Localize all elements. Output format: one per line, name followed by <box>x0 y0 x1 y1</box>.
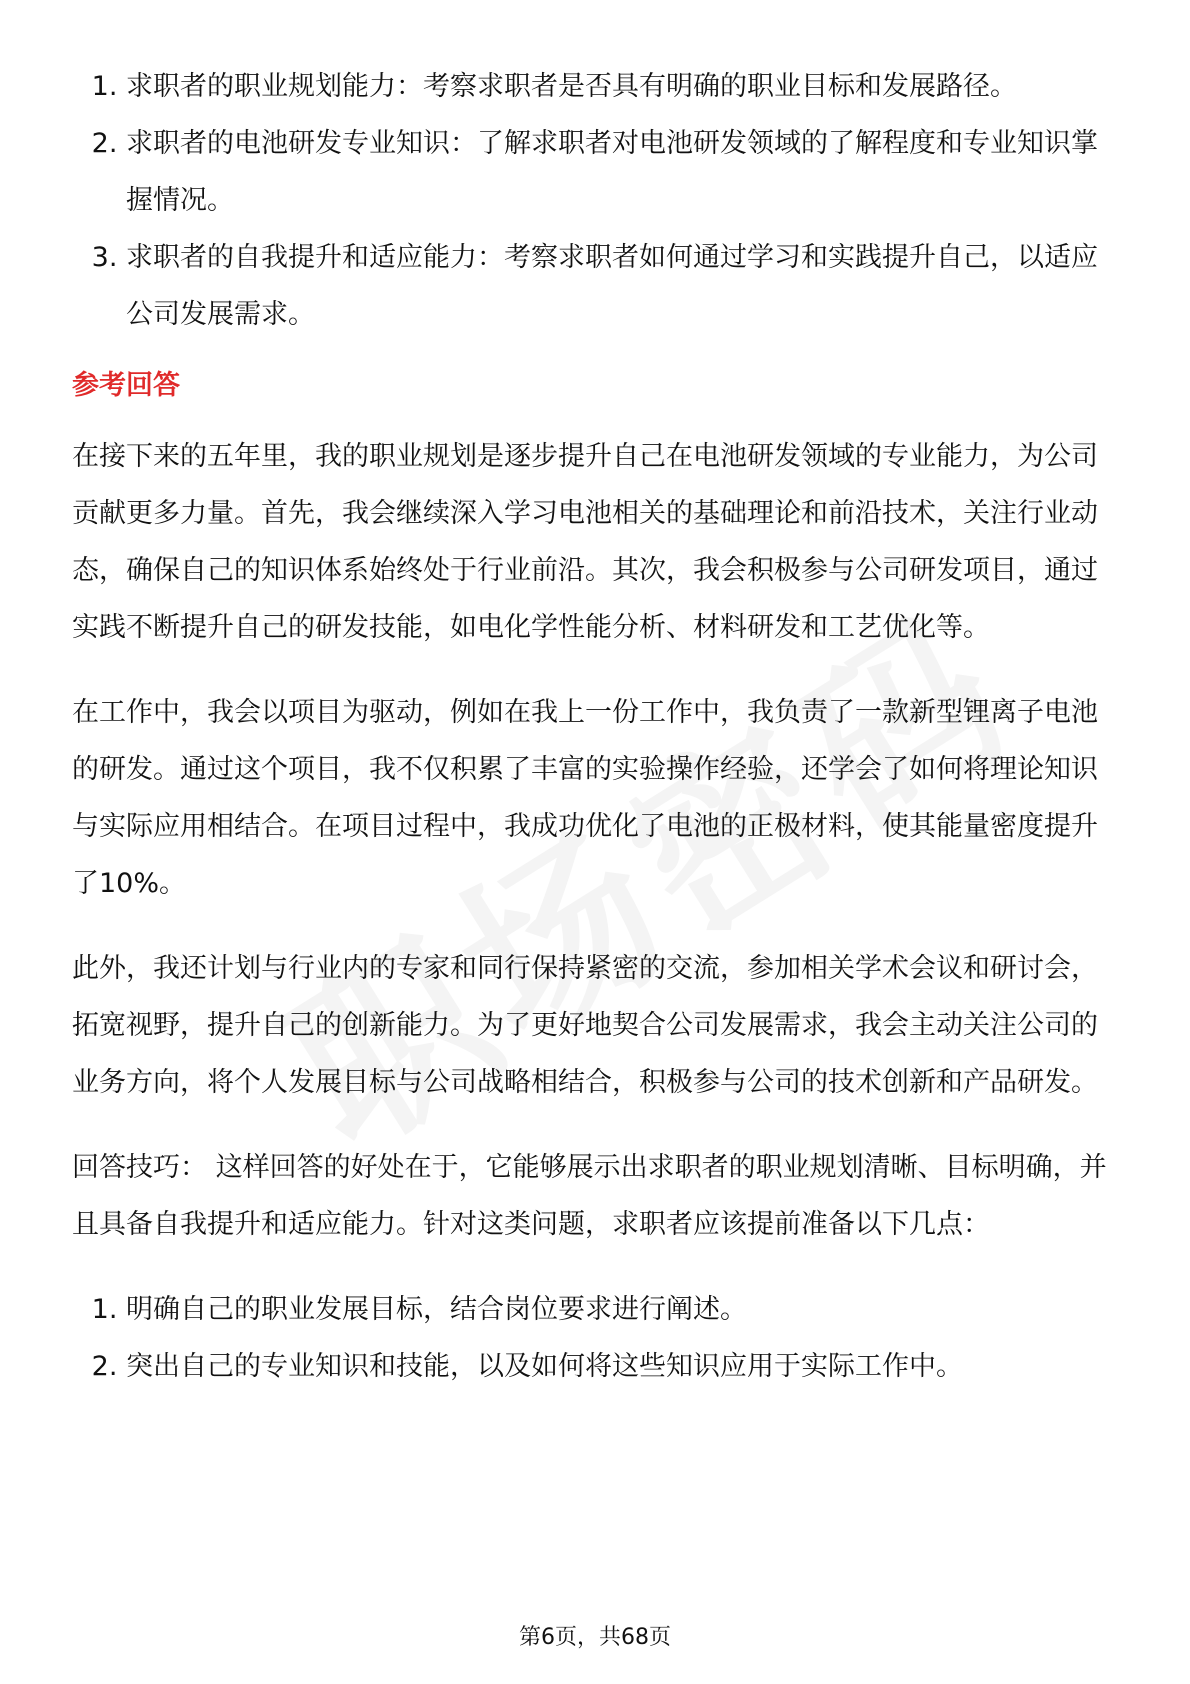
answer-paragraph: 在工作中，我会以项目为驱动，例如在我上一份工作中，我负责了一款新型锂离子电池的研发。通过这个项目，我不仅积累了丰富的实验操作经验，还学会了如何将理论知识与实际应用相结合。在项目过程中，我成功优化了电池的正极材料，使其能量密度提升了10%。 <box>72 697 1098 899</box>
section-heading: 参考回答 <box>72 370 180 401</box>
page-content <box>72 58 1118 1395</box>
tips-paragraph: 回答技巧： 这样回答的好处在于，它能够展示出求职者的职业规划清晰、目标明确，并且具备自我提升和适应能力。针对这类问题，求职者应该提前准备以下几点： <box>72 1152 1107 1240</box>
tips-list <box>72 1281 1118 1395</box>
answer-paragraph: 在接下来的五年里，我的职业规划是逐步提升自己在电池研发领域的专业能力，为公司贡献更多力量。首先，我会继续深入学习电池相关的基础理论和前沿技术，关注行业动态，确保自己的知识体系始终处于行业前沿。其次，我会积极参与公司研发项目，通过实践不断提升自己的研发技能，如电化学性能分析、材料研发和工艺优化等。 <box>72 441 1098 643</box>
list-item: 1. 明确自己的职业发展目标，结合岗位要求进行阐述。 <box>126 1281 1118 1338</box>
answer-paragraph: 此外，我还计划与行业内的专家和同行保持紧密的交流，参加相关学术会议和研讨会，拓宽视野，提升自己的创新能力。为了更好地契合公司发展需求，我会主动关注公司的业务方向，将个人发展目标与公司战略相结合，积极参与公司的技术创新和产品研发。 <box>72 953 1098 1098</box>
list-item: 2. 突出自己的专业知识和技能，以及如何将这些知识应用于实际工作中。 <box>126 1338 1118 1395</box>
page-number: 第6页，共68页 <box>519 1625 671 1650</box>
evaluation-points-list <box>72 58 1118 343</box>
list-item: 2. 求职者的电池研发专业知识：了解求职者对电池研发领域的了解程度和专业知识掌握情况。 <box>126 115 1118 229</box>
list-item: 1. 求职者的职业规划能力：考察求职者是否具有明确的职业目标和发展路径。 <box>126 58 1118 115</box>
list-item: 3. 求职者的自我提升和适应能力：考察求职者如何通过学习和实践提升自己，以适应公司发展需求。 <box>126 229 1118 343</box>
